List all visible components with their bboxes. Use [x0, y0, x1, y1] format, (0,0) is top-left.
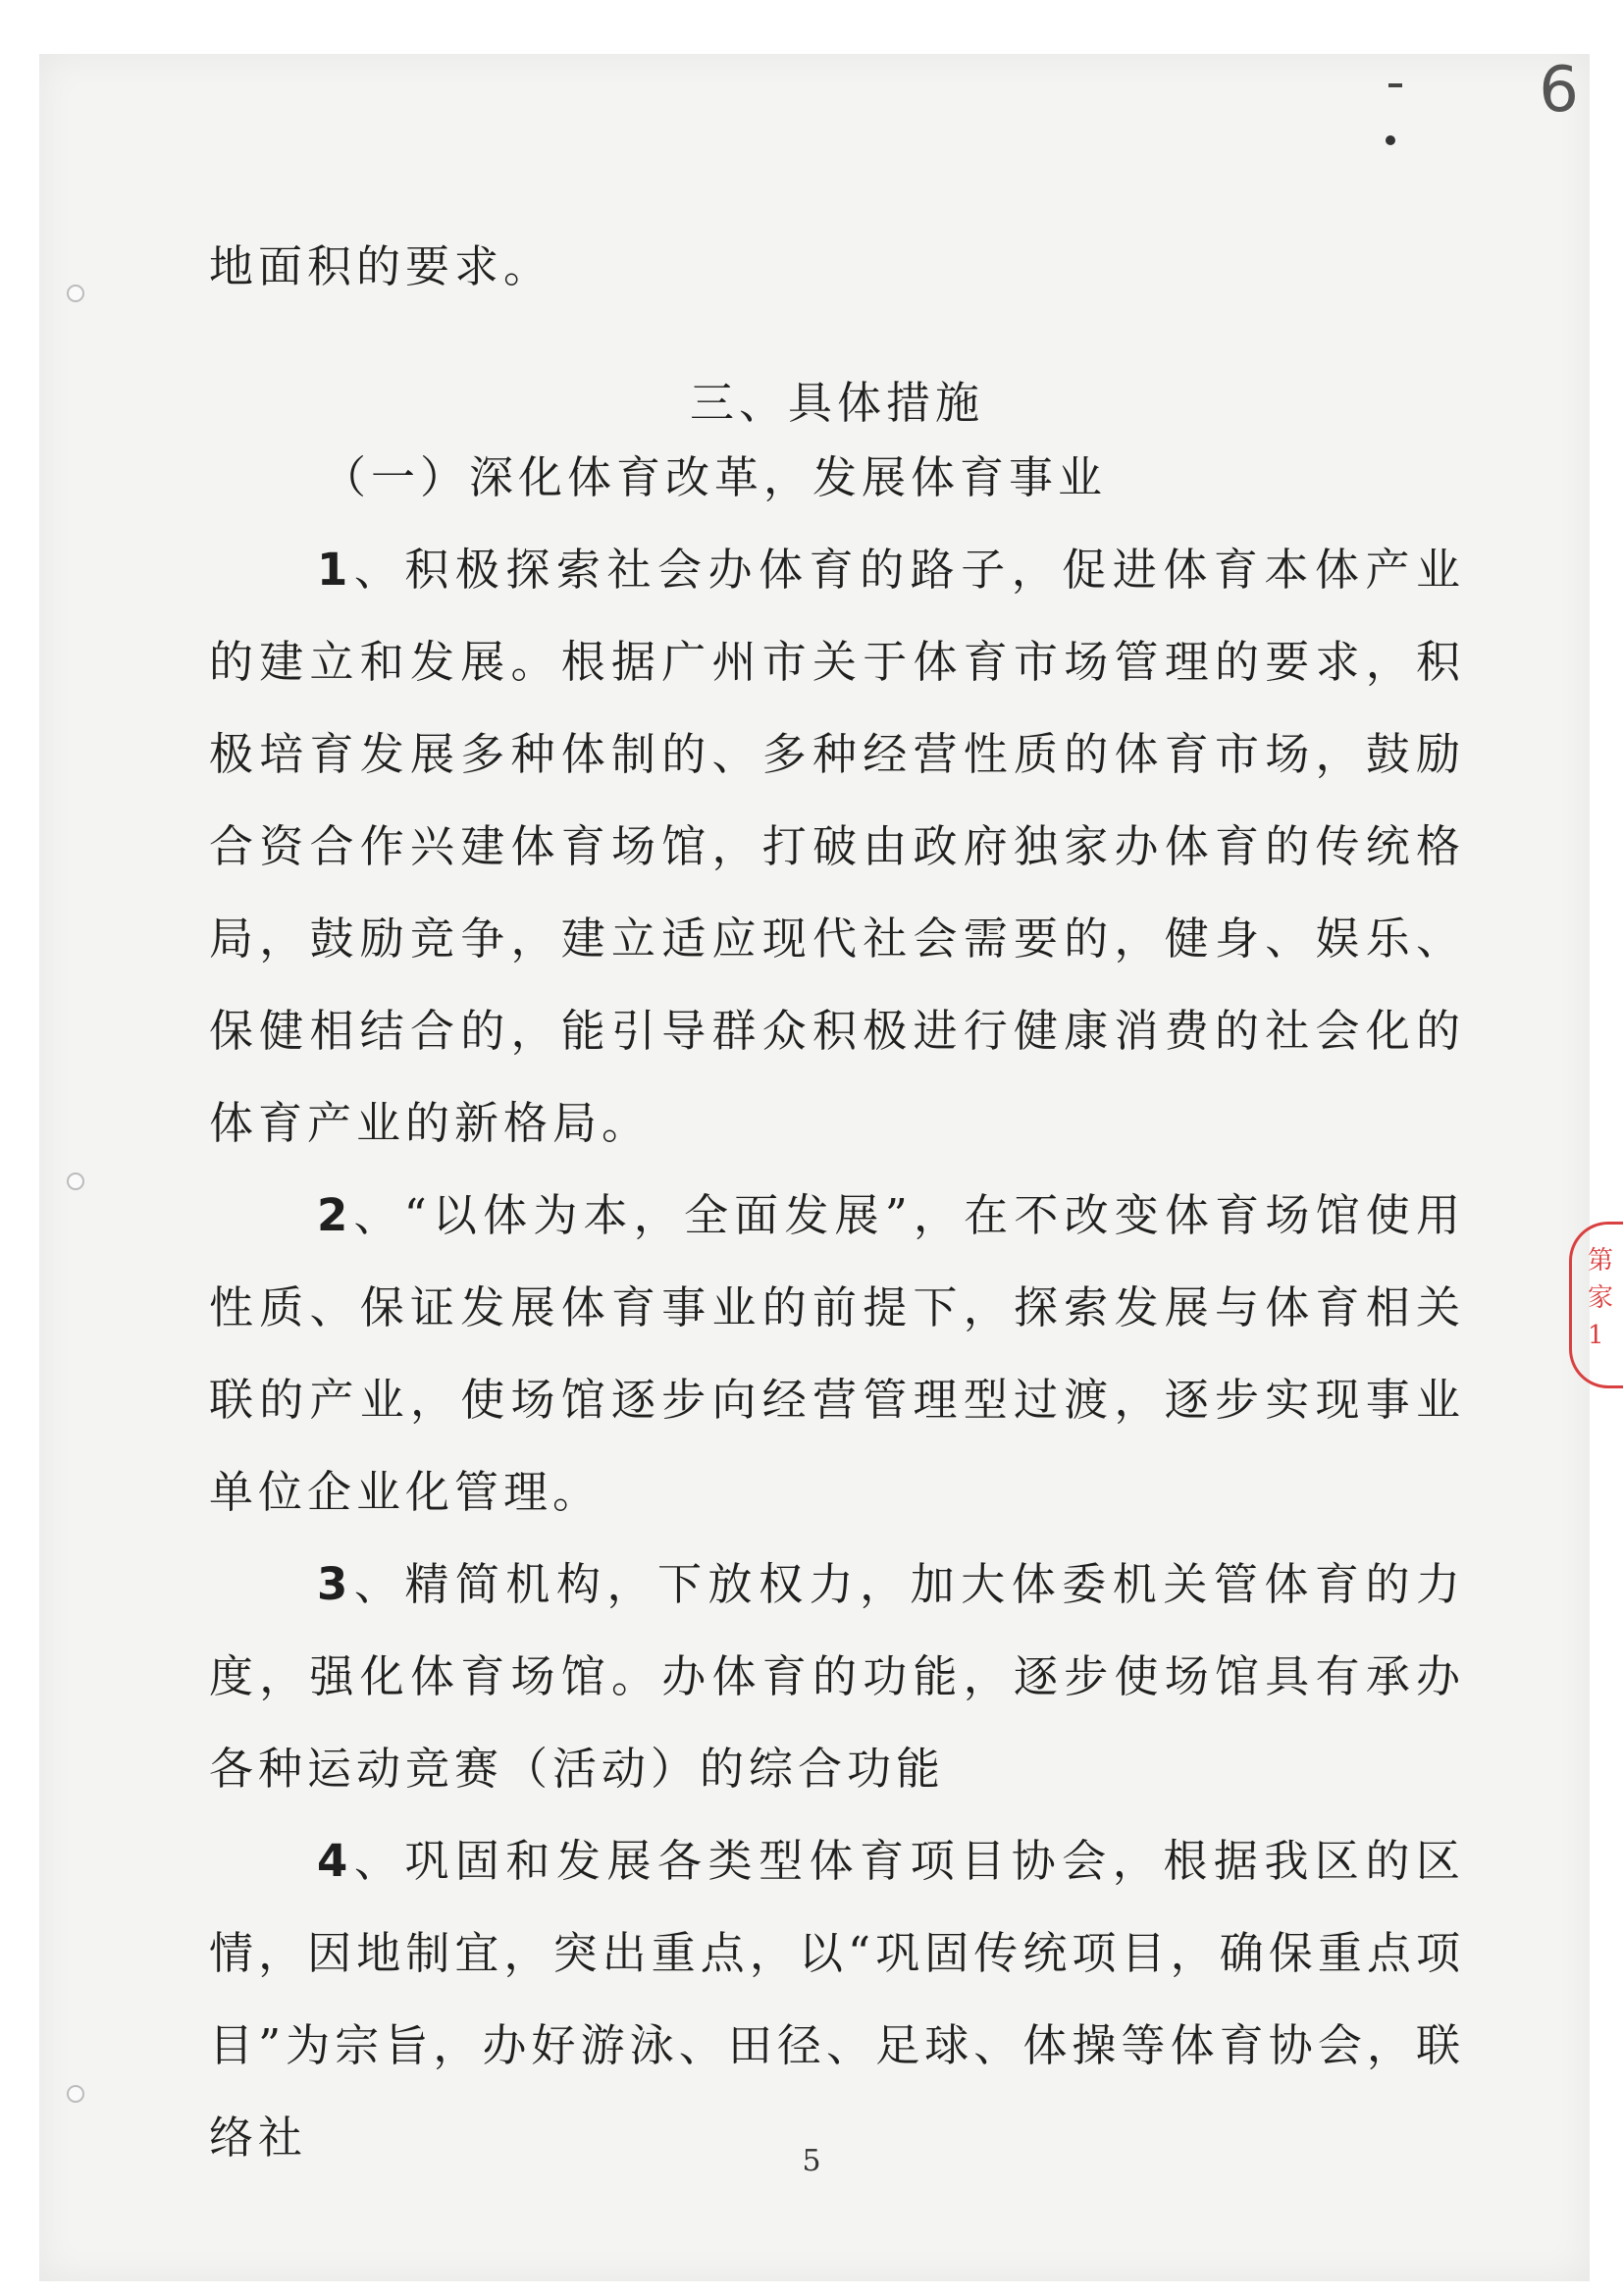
- paragraph-item-4: [209, 1815, 1465, 2184]
- seal-char: 第: [1588, 1246, 1614, 1276]
- binding-hole: [67, 2085, 84, 2103]
- binding-hole: [67, 1173, 84, 1190]
- red-seal-stamp: [1569, 1222, 1623, 1388]
- scan-mark: [1388, 83, 1402, 87]
- corner-page-mark: 6: [1539, 54, 1579, 127]
- paragraph-item-2: [209, 1170, 1465, 1539]
- item-text: 、巩固和发展各类型体育项目协会，根据我区的区情，因地制宜，突出重点，以“巩固传统项目，确保重点项目”为宗旨，办好游泳、田径、足球、体操等体育协会，联络社: [209, 1835, 1465, 2164]
- item-number: 1: [317, 544, 353, 596]
- binding-hole: [67, 285, 84, 302]
- paragraph-item-3: [209, 1539, 1465, 1815]
- paragraph-item-1: [209, 524, 1465, 1170]
- item-text: 、积极探索社会办体育的路子，促进体育本体产业的建立和发展。根据广州市关于体育市场管理的要求，积极培育发展多种体制的、多种经营性质的体育市场，鼓励合资合作兴建体育场馆，打破由政府独家办体育的传统格局，鼓励竞争，建立适应现代社会需要的，健身、娱乐、保健相结合的，能引导群众积极进行健康消费的社会化的体育产业的新格局。: [209, 544, 1465, 1149]
- section-title: 三、具体措施: [689, 377, 984, 429]
- item-text: 、精简机构，下放权力，加大体委机关管体育的力度，强化体育场馆。办体育的功能，逐步使场馆具有承办各种运动竞赛（活动）的综合功能: [209, 1558, 1465, 1795]
- seal-char: 1: [1588, 1321, 1604, 1350]
- subsection-title: （一）深化体育改革，发展体育事业: [322, 451, 1108, 503]
- scan-mark: [1386, 135, 1395, 145]
- item-number: 3: [317, 1558, 353, 1610]
- item-number: 2: [317, 1189, 353, 1241]
- page-number: 5: [802, 2144, 821, 2178]
- seal-char: 家: [1588, 1283, 1614, 1313]
- item-number: 4: [317, 1835, 353, 1887]
- continuation-line: 地面积的要求。: [209, 240, 553, 292]
- item-text: 、“以体为本，全面发展”，在不改变体育场馆使用性质、保证发展体育事业的前提下，探索发展与体育相关联的产业，使场馆逐步向经营管理型过渡，逐步实现事业单位企业化管理。: [209, 1189, 1465, 1518]
- document-body: [209, 221, 1465, 2184]
